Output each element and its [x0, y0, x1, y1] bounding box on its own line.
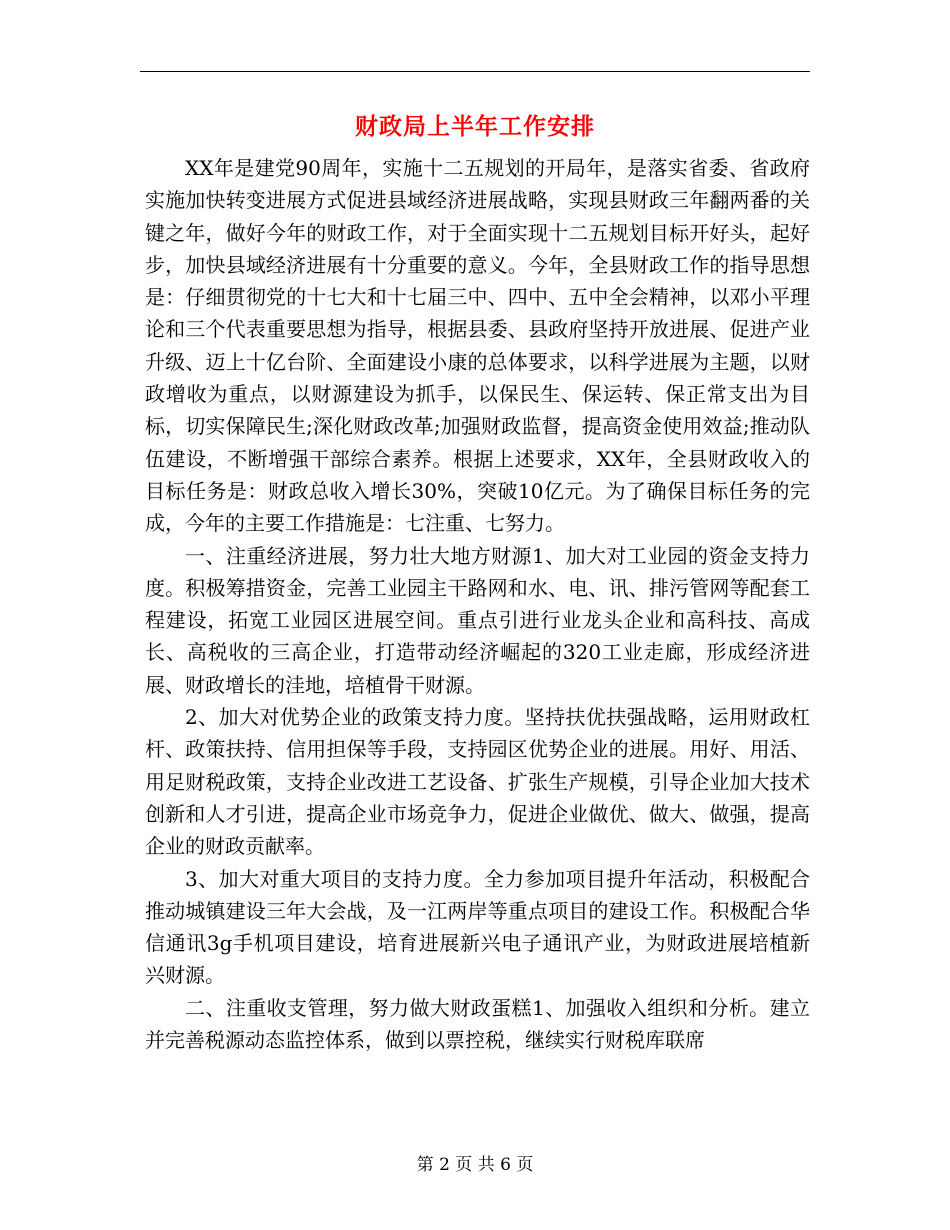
paragraph-item-2: 2、加大对优势企业的政策支持力度。坚持扶优扶强战略，运用财政杠杆、政策扶持、信用担保等手段，支持园区优势企业的进展。用好、用活、用足财税政策，支持企业改进工艺设备、扩张生产规模，引导企业加大技术创新和人才引进，提高企业市场竞争力，促进企业做优、做大、做强，提高企业的财政贡献率。 — [145, 705, 810, 859]
page-number-footer: 第 2 页 共 6 页 — [416, 1155, 534, 1175]
paragraph-section-2: 二、注重收支管理，努力做大财政蛋糕1、加强收入组织和分析。建立并完善税源动态监控体系，做到以票控税，继续实行财税库联席 — [145, 995, 810, 1053]
paragraph-intro: XX年是建党90周年，实施十二五规划的开局年，是落实省委、省政府实施加快转变进展方式促进县域经济进展战略，实现县财政三年翻两番的关键之年，做好今年的财政工作，对于全面实现十二五规划目标开好头，起好步，加快县域经济进展有十分重要的意义。今年，全县财政工作的指导思想是：仔细贯彻党的十七大和十七届三中、四中、五中全会精神，以邓小平理论和三个代表重要思想为指导，根据县委、县政府坚持开放进展、促进产业升级、迈上十亿台阶、全面建设小康的总体要求，以科学进展为主题，以财政增收为重点，以财源建设为抓手，以保民生、保运转、保正常支出为目标，切实保障民生;深化财政改革;加强财政监督，提高资金使用效益;推动队伍建设，不断增强干部综合素养。根据上述要求，XX年，全县财政收入的目标任务是：财政总收入增长30%，突破10亿元。为了确保目标任务的完成，今年的主要工作措施是：七注重、七努力。 — [145, 156, 810, 536]
paragraph-item-3: 3、加大对重大项目的支持力度。全力参加项目提升年活动，积极配合推动城镇建设三年大会战，及一江两岸等重点项目的建设工作。积极配合华信通讯3g手机项目建设，培育进展新兴电子通讯产业，为财政进展培植新兴财源。 — [145, 866, 810, 988]
paragraph-section-1: 一、注重经济进展，努力壮大地方财源1、加大对工业园的资金支持力度。积极筹措资金，完善工业园主干路网和水、电、讯、排污管网等配套工程建设，拓宽工业园区进展空间。重点引进行业龙头企业和高科技、高成长、高税收的三高企业，打造带动经济崛起的320工业走廊，形成经济进展、财政增长的洼地，培植骨干财源。 — [145, 543, 810, 697]
document-title: 财政局上半年工作安排 — [355, 113, 595, 140]
document-body — [145, 152, 810, 1056]
header-rule — [140, 71, 810, 72]
